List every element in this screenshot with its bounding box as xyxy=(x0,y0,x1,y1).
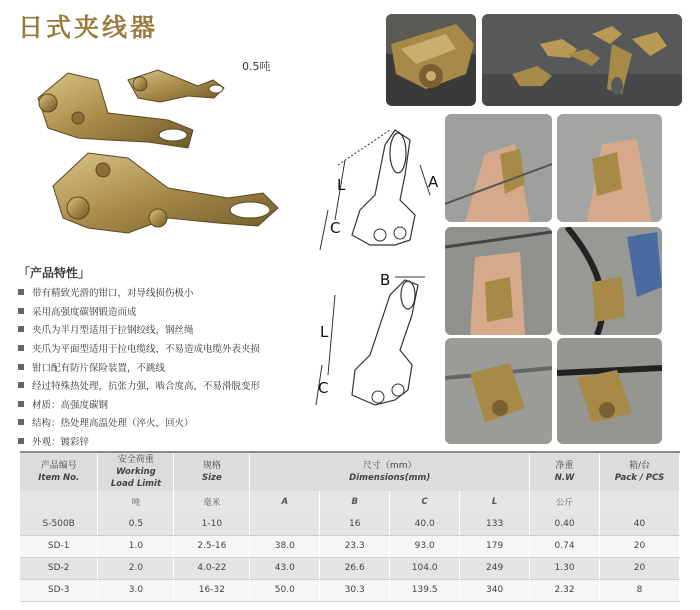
dim-label-l-top: L xyxy=(337,176,346,194)
header-pack: 箱/台 Pack / PCS xyxy=(600,453,680,491)
feature-item: 材质：高强度碳钢 xyxy=(18,395,428,414)
usage-photo-5 xyxy=(445,338,552,444)
feature-item: 夹爪为平面型适用于拉电缆线，不易造成电缆外表夹损 xyxy=(18,339,428,358)
dim-label-l-bottom: L xyxy=(320,323,329,341)
header-item-no: 产品编号 Item No. xyxy=(20,453,98,491)
dim-label-c-top: C xyxy=(330,219,341,237)
feature-item: 夹爪为半月型适用于拉钢绞线，钢丝绳 xyxy=(18,320,428,339)
usage-photo-6 xyxy=(557,338,662,444)
product-set-photo xyxy=(482,14,682,106)
table-header-row xyxy=(20,453,680,491)
feature-item: 钳口配有防片保险装置，不跳线 xyxy=(18,357,428,376)
usage-photo-2 xyxy=(557,114,662,222)
features-title: 「产品特性」 xyxy=(18,266,91,280)
dimension-diagram-top xyxy=(300,115,445,265)
table-row: SD-1 1.0 2.5-16 38.0 23.3 93.0 179 0.74 20 xyxy=(20,535,680,557)
feature-item: 外观：镀彩锌 xyxy=(18,432,428,451)
dim-label-b: B xyxy=(380,271,391,289)
table-row: SD-3 3.0 16-32 50.0 30.3 139.5 340 2.32 8 xyxy=(20,579,680,601)
spec-table xyxy=(20,453,680,602)
bullet-icon xyxy=(18,345,24,351)
closeup-photo xyxy=(386,14,476,106)
bullet-icon xyxy=(18,419,24,425)
bullet-icon xyxy=(18,308,24,314)
dim-label-a: A xyxy=(428,173,439,191)
usage-photo-1 xyxy=(445,114,552,222)
table-row: SD-2 2.0 4.0-22 43.0 26.6 104.0 249 1.30 20 xyxy=(20,557,680,579)
feature-item: 结构：热处理高温处理（淬火，回火） xyxy=(18,413,428,432)
bullet-icon xyxy=(18,364,24,370)
table-unit-row: 吨 毫米 A B C L 公斤 xyxy=(20,491,680,513)
header-nw: 净重 N.W xyxy=(530,453,600,491)
bullet-icon xyxy=(18,401,24,407)
weight-note: 0.5吨 xyxy=(242,60,271,73)
feature-list xyxy=(18,283,428,450)
feature-item: 采用高强度碳钢锻造而成 xyxy=(18,302,428,321)
bullet-icon xyxy=(18,438,24,444)
dim-label-c-bottom: C xyxy=(318,379,329,397)
header-dimensions: 尺寸（mm） Dimensions(mm) xyxy=(250,453,530,491)
feature-item: 经过特殊热处理，抗张力强，啮合度高，不易滑脱变形 xyxy=(18,376,428,395)
header-load: 安全荷重 Working Load Limit xyxy=(98,453,174,491)
usage-photo-4 xyxy=(557,227,662,335)
product-photo-main xyxy=(28,58,288,248)
header-size: 规格 Size xyxy=(174,453,250,491)
page-title: 日式夹线器 xyxy=(18,13,159,42)
bullet-icon xyxy=(18,326,24,332)
bullet-icon xyxy=(18,382,24,388)
bullet-icon xyxy=(18,289,24,295)
feature-item: 带有精致光滑的钳口，对导线损伤极小 xyxy=(18,283,428,302)
usage-photo-3 xyxy=(445,227,552,335)
table-row: S-500B 0.5 1-10 16 40.0 133 0.40 40 xyxy=(20,513,680,535)
